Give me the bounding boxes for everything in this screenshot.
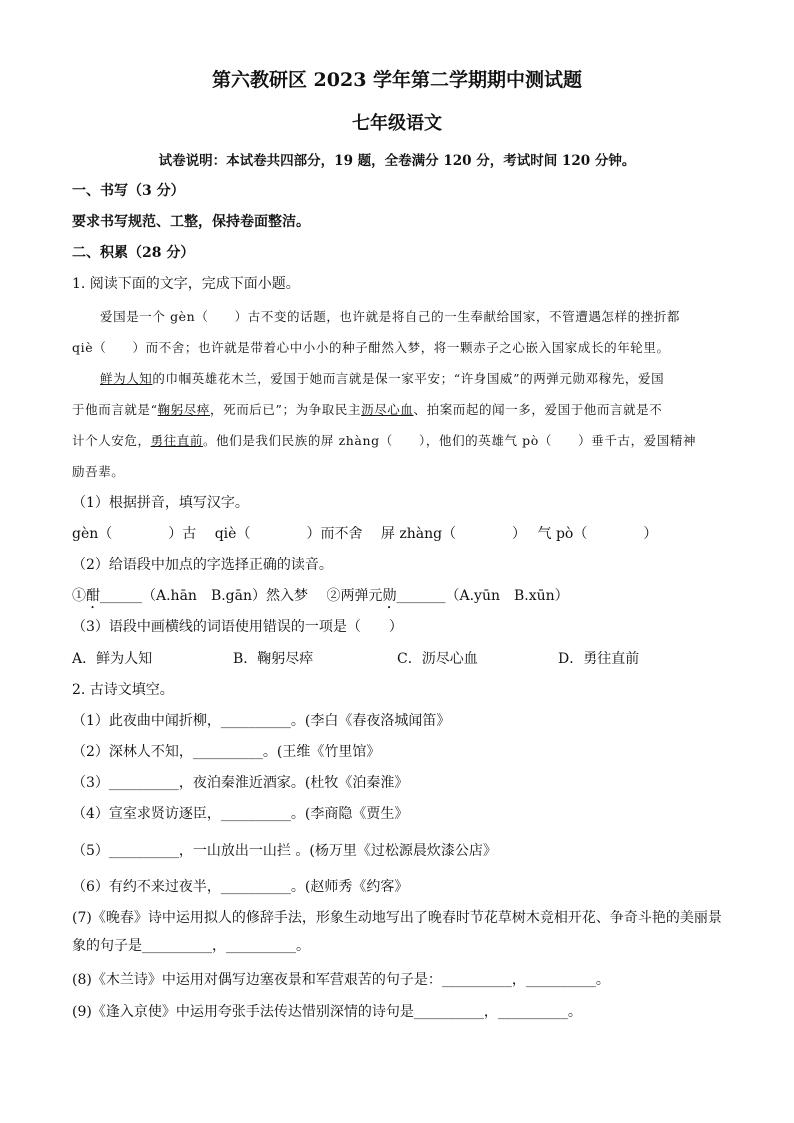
part2-heading: 二、积累（28 分） [72, 245, 195, 261]
q2-item: （4）宣室求贤访逐臣，__________。(李商隐《贾生》 [72, 806, 409, 822]
q1-stem: 1. 阅读下面的文字，完成下面小题。 [72, 276, 300, 292]
q1-sub2: （2）给语段中加点的字选择正确的读音。 [72, 557, 333, 573]
part1-heading: 一、书写（3 分） [72, 183, 185, 199]
q2-item: （3）__________，夜泊秦淮近酒家。(杜牧《泊秦淮》 [72, 775, 409, 791]
q1-sub1: （1）根据拼音，填写汉字。 [72, 495, 249, 511]
q2-item: (9)《逢入京使》中运用夸张手法传达惜别深情的诗句是__________，__________。 [72, 1004, 582, 1020]
passage-text: 的巾帼英雄花木兰，爱国于她而言就是保一家平安；“许身国威”的两弹元勋邓稼先，爱国 [152, 371, 665, 386]
passage-p2-line3 [72, 431, 734, 451]
q1-sub1-blanks: gèn（ ）古 qiè（ ）而不舍 屏 zhàng（ ） 气 pò（ ） [72, 526, 658, 542]
q2-stem: 2. 古诗文填空。 [72, 682, 174, 698]
q2-item: （2）深林人不知，__________。(王维《竹里馆》 [72, 744, 381, 760]
passage-text: ，死而后已”；为争取民主 [210, 402, 362, 417]
q2-item: (8)《木兰诗》中运用对偶写边塞夜景和军营艰苦的句子是：__________，__________。 [72, 972, 610, 988]
item-text: _______（A.yūn B.xūn） [396, 588, 569, 604]
option-d: D．勇往直前 [558, 651, 640, 667]
exam-instructions: 试卷说明：本试卷共四部分，19 题，全卷满分 120 分，考试时间 120 分钟。 [158, 153, 636, 169]
exam-subtitle: 七年级语文 [352, 113, 442, 134]
underlined-term: 鲜为人知 [100, 371, 153, 386]
passage-p2-line2 [72, 400, 734, 420]
item-text: ______（A.hān B.gān）然入梦 ②两弹元 [100, 588, 383, 604]
q2-item: （5）__________，一山放出一山拦 。(杨万里《过松源晨炊漆公店》 [72, 843, 497, 859]
q1-sub3: （3）语段中画横线的词语使用错误的一项是（ ） [72, 619, 403, 635]
dotted-char: 勋 [382, 588, 397, 604]
underlined-term: 沥尽心血 [361, 402, 414, 417]
option-c: C．沥尽心血 [397, 651, 478, 667]
part1-requirement: 要求书写规范、工整，保持卷面整洁。 [72, 214, 310, 230]
q2-item: （6）有约不来过夜半，__________。(赵师秀《约客》 [72, 879, 409, 895]
passage-text: 、拍案而起的闻一多，爱国于他而言就是不 [413, 402, 663, 417]
passage-text: 计个人安危， [72, 433, 151, 448]
item-number: ① [72, 588, 86, 604]
passage-text: 。他们是我们民族的屏 zhàng（ ），他们的英雄气 pò（ ）垂千古，爱国精神 [203, 433, 697, 448]
passage-p2-line1 [100, 369, 734, 389]
option-a: A．鲜为人知 [72, 651, 153, 667]
passage-p2-line4: 励吾辈。 [72, 464, 125, 479]
q1-sub2-items [72, 586, 734, 612]
q2-item: (7)《晚春》诗中运用拟人的修辞手法，形象生动地写出了晚春时节花草树木竞相开花、争奇斗艳的美丽景象的句子是__________，__________。 [72, 910, 722, 954]
passage-p1-line2: qiè（ ）而不舍；也许就是带着心中小小的种子酣然入梦，将一颗赤子之心嵌入国家成长的年轮里。 [72, 340, 670, 355]
underlined-term: 鞠躬尽瘁 [157, 402, 210, 417]
q2-item: （1）此夜曲中闻折柳，__________。(李白《春夜洛城闻笛》 [72, 713, 451, 729]
option-b: B．鞠躬尽瘁 [233, 651, 314, 667]
passage-p1-line1: 爱国是一个 gèn（ ）古不变的话题，也许就是将自己的一生奉献给国家，不管遭遇怎样的挫折都 [100, 309, 681, 324]
dotted-char: 酣 [86, 588, 100, 604]
underlined-term: 勇往直前 [150, 433, 204, 448]
exam-title: 第六教研区 2023 学年第二学期期中测试题 [211, 69, 583, 91]
passage-text: 于他而言就是“ [72, 402, 158, 417]
